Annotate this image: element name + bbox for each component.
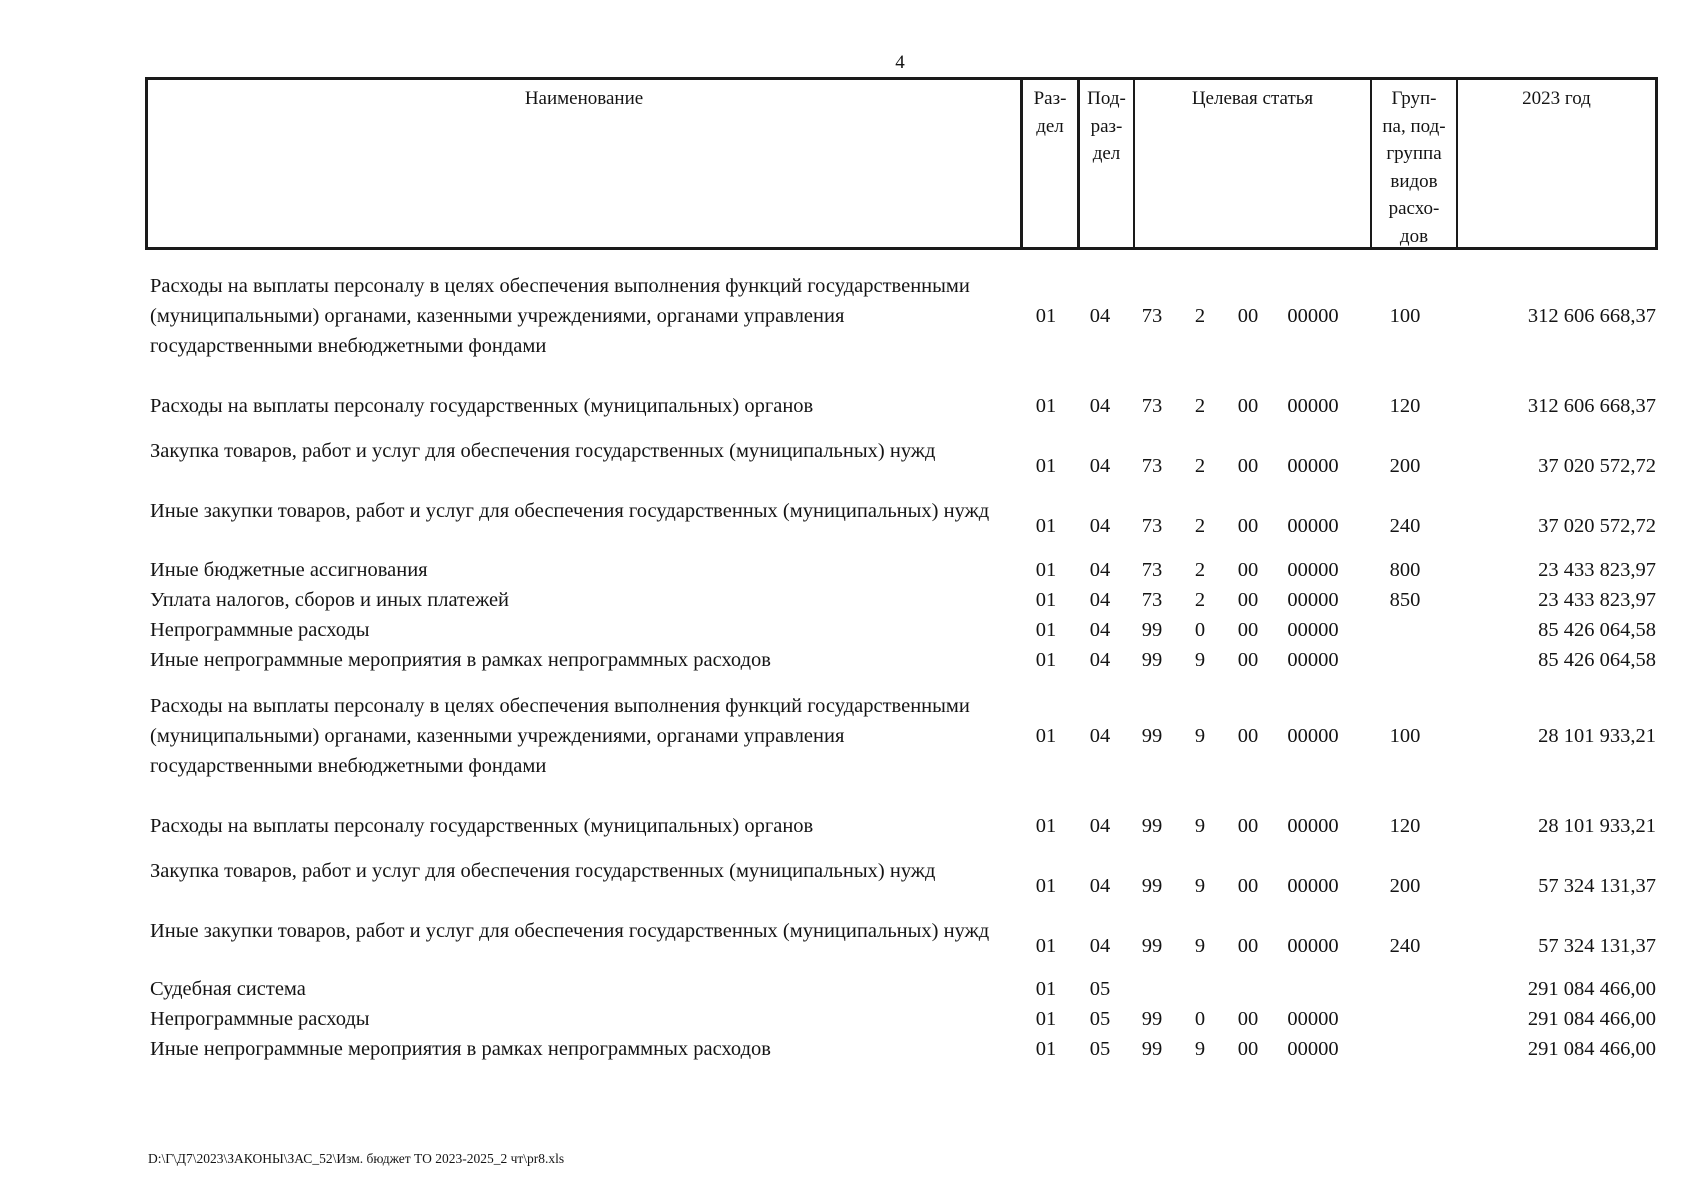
- cell-podrazdel: 04: [1089, 815, 1111, 837]
- cell-t1: 99: [1141, 875, 1163, 897]
- cell-t3: 00: [1237, 455, 1259, 477]
- cell-razdel: 01: [1035, 1008, 1057, 1030]
- cell-t3: 00: [1237, 589, 1259, 611]
- cell-name: Уплата налогов, сборов и иных платежей: [150, 589, 510, 611]
- header-razdel: Раз- дел: [1020, 80, 1077, 247]
- cell-name: Иные закупки товаров, работ и услуг для обеспечения государственных (муниципальных) нужд: [150, 500, 990, 522]
- cell-podrazdel: 04: [1089, 875, 1111, 897]
- cell-t1: 99: [1141, 619, 1163, 641]
- cell-razdel: 01: [1035, 619, 1057, 641]
- cell-t2: 9: [1194, 725, 1206, 747]
- header-target: Целевая статья: [1133, 80, 1370, 247]
- cell-podrazdel: 04: [1089, 455, 1111, 477]
- cell-t1: 99: [1141, 725, 1163, 747]
- cell-t4: 00000: [1287, 395, 1339, 417]
- cell-t1: 99: [1141, 1008, 1163, 1030]
- cell-t2: 9: [1194, 1038, 1206, 1060]
- table-row: [0, 691, 1708, 781]
- cell-group: 240: [1389, 515, 1421, 537]
- cell-group: 100: [1389, 725, 1421, 747]
- cell-amount: 57 324 131,37: [1538, 875, 1656, 897]
- cell-amount: 85 426 064,58: [1538, 649, 1656, 671]
- table-row: [0, 555, 1708, 585]
- cell-podrazdel: 04: [1089, 649, 1111, 671]
- cell-podrazdel: 04: [1089, 305, 1111, 327]
- cell-amount: 37 020 572,72: [1538, 455, 1656, 477]
- cell-t3: 00: [1237, 935, 1259, 957]
- cell-name: Иные непрограммные мероприятия в рамках непрограммных расходов: [150, 1038, 771, 1060]
- cell-razdel: 01: [1035, 875, 1057, 897]
- cell-t4: 00000: [1287, 725, 1339, 747]
- cell-t3: 00: [1237, 815, 1259, 837]
- cell-t4: 00000: [1287, 649, 1339, 671]
- cell-t4: 00000: [1287, 455, 1339, 477]
- cell-t1: 73: [1141, 515, 1163, 537]
- cell-t3: 00: [1237, 619, 1259, 641]
- cell-amount: 291 084 466,00: [1527, 1008, 1656, 1030]
- cell-name: Иные закупки товаров, работ и услуг для обеспечения государственных (муниципальных) нужд: [150, 920, 990, 942]
- cell-amount: 57 324 131,37: [1538, 935, 1656, 957]
- header-group: Груп- па, под- группа видов расхо- дов: [1370, 80, 1456, 247]
- cell-podrazdel: 05: [1089, 1008, 1111, 1030]
- table-row: [0, 271, 1708, 361]
- cell-name: Расходы на выплаты персоналу государственных (муниципальных) органов: [150, 815, 814, 837]
- cell-t2: 0: [1194, 1008, 1206, 1030]
- cell-razdel: 01: [1035, 978, 1057, 1000]
- cell-name: Судебная система: [150, 978, 306, 1000]
- cell-name: Непрограммные расходы: [150, 1008, 370, 1030]
- cell-t2: 9: [1194, 815, 1206, 837]
- table-row: [0, 496, 1708, 556]
- cell-t1: 99: [1141, 935, 1163, 957]
- cell-amount: 312 606 668,37: [1527, 395, 1656, 417]
- cell-podrazdel: 05: [1089, 1038, 1111, 1060]
- cell-t1: 73: [1141, 589, 1163, 611]
- cell-group: 120: [1389, 395, 1421, 417]
- cell-razdel: 01: [1035, 305, 1057, 327]
- table-row: [0, 916, 1708, 976]
- cell-podrazdel: 04: [1089, 725, 1111, 747]
- cell-t4: 00000: [1287, 875, 1339, 897]
- cell-podrazdel: 04: [1089, 395, 1111, 417]
- cell-group: 850: [1389, 589, 1421, 611]
- table-row: [0, 1034, 1708, 1064]
- cell-name: Закупка товаров, работ и услуг для обеспечения государственных (муниципальных) нужд: [150, 860, 936, 882]
- cell-t4: 00000: [1287, 1038, 1339, 1060]
- cell-podrazdel: 04: [1089, 559, 1111, 581]
- cell-group: 200: [1389, 875, 1421, 897]
- table-row: [0, 1004, 1708, 1034]
- page-number: 4: [895, 52, 905, 73]
- cell-group: 800: [1389, 559, 1421, 581]
- table-row: [0, 585, 1708, 615]
- cell-name: Иные непрограммные мероприятия в рамках непрограммных расходов: [150, 649, 771, 671]
- cell-t2: 2: [1194, 305, 1206, 327]
- cell-amount: 291 084 466,00: [1527, 1038, 1656, 1060]
- cell-t2: 9: [1194, 649, 1206, 671]
- cell-amount: 312 606 668,37: [1527, 305, 1656, 327]
- cell-amount: 291 084 466,00: [1527, 978, 1656, 1000]
- cell-t4: 00000: [1287, 619, 1339, 641]
- cell-razdel: 01: [1035, 1038, 1057, 1060]
- cell-amount: 37 020 572,72: [1538, 515, 1656, 537]
- cell-t3: 00: [1237, 395, 1259, 417]
- cell-t3: 00: [1237, 875, 1259, 897]
- table-row: [0, 974, 1708, 1004]
- cell-amount: 28 101 933,21: [1538, 725, 1656, 747]
- cell-t2: 2: [1194, 515, 1206, 537]
- cell-razdel: 01: [1035, 589, 1057, 611]
- cell-group: 120: [1389, 815, 1421, 837]
- cell-t2: 2: [1194, 559, 1206, 581]
- cell-t3: 00: [1237, 515, 1259, 537]
- cell-name: Непрограммные расходы: [150, 619, 370, 641]
- cell-podrazdel: 04: [1089, 515, 1111, 537]
- header-podrazdel: Под- раз- дел: [1077, 80, 1133, 247]
- cell-podrazdel: 04: [1089, 589, 1111, 611]
- table-row: [0, 856, 1708, 916]
- cell-t4: 00000: [1287, 589, 1339, 611]
- cell-t3: 00: [1237, 1038, 1259, 1060]
- cell-t3: 00: [1237, 305, 1259, 327]
- cell-t2: 0: [1194, 619, 1206, 641]
- cell-t1: 73: [1141, 559, 1163, 581]
- cell-t4: 00000: [1287, 515, 1339, 537]
- cell-t2: 2: [1194, 455, 1206, 477]
- file-path-footer: D:\Г\Д7\2023\ЗАКОНЫ\ЗАС_52\Изм. бюджет ТО 2023-2025_2 чт\pr8.xls: [148, 1151, 565, 1166]
- table-row: [0, 391, 1708, 421]
- cell-razdel: 01: [1035, 935, 1057, 957]
- cell-podrazdel: 05: [1089, 978, 1111, 1000]
- cell-razdel: 01: [1035, 455, 1057, 477]
- cell-t3: 00: [1237, 1008, 1259, 1030]
- cell-t3: 00: [1237, 725, 1259, 747]
- table-row: [0, 645, 1708, 675]
- cell-t1: 73: [1141, 455, 1163, 477]
- cell-t4: 00000: [1287, 1008, 1339, 1030]
- cell-amount: 23 433 823,97: [1538, 559, 1656, 581]
- cell-t1: 99: [1141, 649, 1163, 671]
- header-name: Наименование: [524, 88, 644, 109]
- cell-name: Расходы на выплаты персоналу в целях обеспечения выполнения функций государственными (муниципальными) органами, казенными учреждениями, органами управления государственными внебюджетными фондами: [150, 695, 970, 777]
- cell-t1: 73: [1141, 395, 1163, 417]
- cell-amount: 85 426 064,58: [1538, 619, 1656, 641]
- cell-name: Иные бюджетные ассигнования: [150, 559, 428, 581]
- cell-t2: 2: [1194, 395, 1206, 417]
- cell-razdel: 01: [1035, 649, 1057, 671]
- cell-group: 100: [1389, 305, 1421, 327]
- cell-razdel: 01: [1035, 815, 1057, 837]
- cell-razdel: 01: [1035, 515, 1057, 537]
- cell-name: Расходы на выплаты персоналу в целях обеспечения выполнения функций государственными (муниципальными) органами, казенными учреждениями, органами управления государственными внебюджетными фондами: [150, 275, 970, 357]
- cell-t2: 9: [1194, 875, 1206, 897]
- cell-t4: 00000: [1287, 815, 1339, 837]
- cell-t4: 00000: [1287, 305, 1339, 327]
- cell-amount: 23 433 823,97: [1538, 589, 1656, 611]
- table-row: [0, 811, 1708, 841]
- table-row: [0, 436, 1708, 496]
- cell-podrazdel: 04: [1089, 935, 1111, 957]
- cell-t4: 00000: [1287, 559, 1339, 581]
- cell-razdel: 01: [1035, 559, 1057, 581]
- cell-razdel: 01: [1035, 395, 1057, 417]
- cell-t2: 9: [1194, 935, 1206, 957]
- table-row: [0, 615, 1708, 645]
- cell-amount: 28 101 933,21: [1538, 815, 1656, 837]
- cell-t3: 00: [1237, 649, 1259, 671]
- cell-razdel: 01: [1035, 725, 1057, 747]
- cell-group: 200: [1389, 455, 1421, 477]
- cell-podrazdel: 04: [1089, 619, 1111, 641]
- cell-t1: 73: [1141, 305, 1163, 327]
- cell-t3: 00: [1237, 559, 1259, 581]
- cell-name: Закупка товаров, работ и услуг для обеспечения государственных (муниципальных) нужд: [150, 440, 936, 462]
- cell-group: 240: [1389, 935, 1421, 957]
- cell-t1: 99: [1141, 815, 1163, 837]
- cell-name: Расходы на выплаты персоналу государственных (муниципальных) органов: [150, 395, 814, 417]
- cell-t2: 2: [1194, 589, 1206, 611]
- cell-t4: 00000: [1287, 935, 1339, 957]
- header-year: 2023 год: [1456, 80, 1655, 247]
- cell-t1: 99: [1141, 1038, 1163, 1060]
